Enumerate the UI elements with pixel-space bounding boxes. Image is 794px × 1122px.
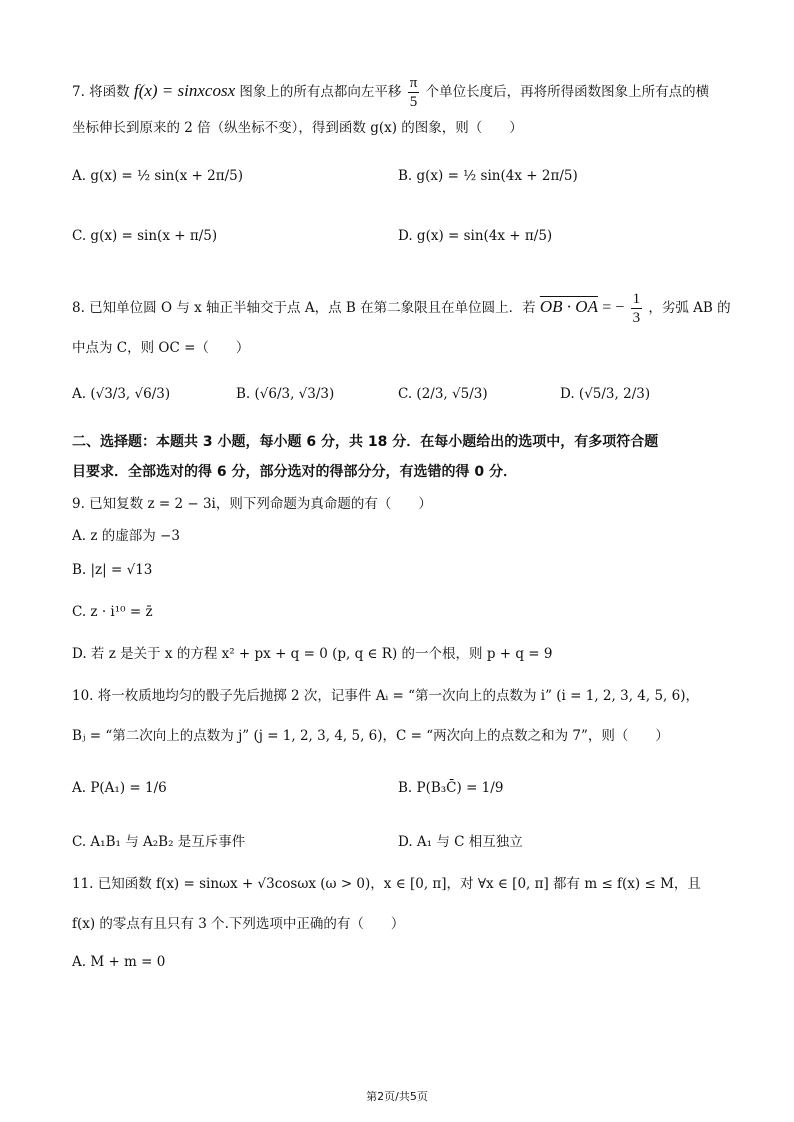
q7-option-d: D. g(x) = sin(4x + π/5) bbox=[398, 228, 553, 244]
q8-text-a: 8. 已知单位圆 bbox=[72, 300, 157, 316]
q7-option-a: A. g(x) = ½ sin(x + 2π/5) bbox=[72, 168, 243, 184]
q8-text-c: ，劣弧 AB 的 bbox=[648, 300, 731, 316]
section-2-heading-line2: 目要求．全部选对的得 6 分，部分选对的得部分分，有选错的得 0 分． bbox=[72, 464, 517, 480]
q8-vector-product: OB · OA bbox=[539, 297, 598, 316]
q8-option-a: A. (√3/3, √6/3) bbox=[72, 386, 171, 402]
q8-equals: = − bbox=[602, 299, 625, 316]
q11-line1: 11. 已知函数 f(x) = sinωx + √3cosωx (ω > 0)，x ∈ [0, π]，对 ∀x ∈ [0, π] 都有 m ≤ f(x) ≤ M，且 bbox=[72, 876, 701, 892]
q7-shift-den: 5 bbox=[409, 94, 418, 110]
q9-option-c: C. z · i¹⁰ = z̄ bbox=[72, 604, 153, 620]
section-2-heading-line1: 二、选择题：本题共 3 小题，每小题 6 分，共 18 分．在每小题给出的选项中，有多项符合题 bbox=[72, 434, 659, 450]
q8-option-b: B. (√6/3, √3/3) bbox=[236, 386, 335, 402]
q8-line2: 中点为 C，则 OC =（ ） bbox=[72, 340, 250, 356]
q10-option-d: D. A₁ 与 C 相互独立 bbox=[398, 834, 523, 850]
q10-option-c: C. A₁B₁ 与 A₂B₂ 是互斥事件 bbox=[72, 834, 246, 850]
q10-line2: Bⱼ = “第二次向上的点数为 j” (j = 1, 2, 3, 4, 5, 6)，C = “两次向上的点数之和为 7”，则（ ） bbox=[72, 728, 669, 744]
q7-line2: 坐标伸长到原来的 2 倍（纵坐标不变），得到函数 g(x) 的图象，则（ ） bbox=[72, 120, 523, 136]
q7-shift-fraction bbox=[408, 74, 420, 111]
q10-line1: 10. 将一枚质地均匀的骰子先后抛掷 2 次，记事件 Aᵢ = “第一次向上的点数为 i” (i = 1, 2, 3, 4, 5, 6)， bbox=[72, 688, 699, 704]
q7-text-a: 7. 将函数 bbox=[72, 84, 130, 100]
q7-option-b: B. g(x) = ½ sin(4x + 2π/5) bbox=[398, 168, 578, 184]
q10-option-b: B. P(B₃C̄) = 1/9 bbox=[398, 780, 504, 796]
q8-frac-den: 3 bbox=[632, 310, 641, 326]
q8-line1 bbox=[72, 290, 731, 327]
q9-option-b: B. |z| = √13 bbox=[72, 562, 153, 578]
q8-option-d: D. (√5/3, 2/3) bbox=[560, 386, 651, 402]
q11-option-a: A. M + m = 0 bbox=[72, 954, 166, 970]
q7-shift-num: π bbox=[409, 75, 418, 91]
q7-line1 bbox=[72, 74, 709, 111]
page-number: 第2页/共5页 bbox=[366, 1090, 428, 1103]
q9-option-d: D. 若 z 是关于 x 的方程 x² + px + q = 0 (p, q ∈ R) 的一个根，则 p + q = 9 bbox=[72, 646, 553, 662]
q7-option-c: C. g(x) = sin(x + π/5) bbox=[72, 228, 218, 244]
q7-function: f(x) = sinxcosx bbox=[133, 81, 236, 100]
q8-text-b: O 与 x 轴正半轴交于点 A，点 B 在第二象限且在单位圆上．若 bbox=[160, 300, 536, 316]
q9-option-a: A. z 的虚部为 −3 bbox=[72, 528, 180, 544]
q8-fraction bbox=[631, 290, 643, 327]
q8-option-c: C. (2/3, √5/3) bbox=[398, 386, 488, 402]
q7-text-b: 图象上的所有点都向左平移 bbox=[239, 84, 402, 100]
q7-text-c: 个单位长度后，再将所得函数图象上所有点的横 bbox=[425, 84, 710, 100]
q9-stem: 9. 已知复数 z = 2 − 3i，则下列命题为真命题的有（ ） bbox=[72, 496, 432, 512]
q11-line2: f(x) 的零点有且只有 3 个.下列选项中正确的有（ ） bbox=[72, 916, 405, 932]
q10-option-a: A. P(A₁) = 1/6 bbox=[72, 780, 167, 796]
q8-frac-num: 1 bbox=[632, 291, 641, 307]
